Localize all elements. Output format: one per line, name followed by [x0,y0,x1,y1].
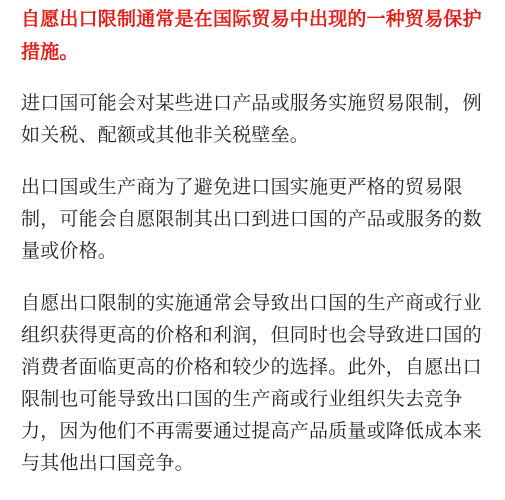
article-content [21,3,487,479]
article-heading: 自愿出口限制通常是在国际贸易中出现的一种贸易保护措施。 [21,8,482,63]
paragraph-effects: 自愿出口限制的实施通常会导致出口国的生产商或行业组织获得更高的价格和利润，但同时也会导致进口国的消费者面临更高的价格和较少的选择。此外，自愿出口限制也可能导致出口国的生产商或行业组织失去竞争力，因为他们不再需要通过提高产品质量或降低成本来与其他出口国竞争。 [21,292,482,474]
paragraph-import-restrictions: 进口国可能会对某些进口产品或服务实施贸易限制，例如关税、配额或其他非关税壁垒。 [21,92,482,146]
paragraph-voluntary-restriction: 出口国或生产商为了避免进口国实施更严格的贸易限制，可能会自愿限制其出口到进口国的产品或服务的数量或价格。 [21,176,482,262]
